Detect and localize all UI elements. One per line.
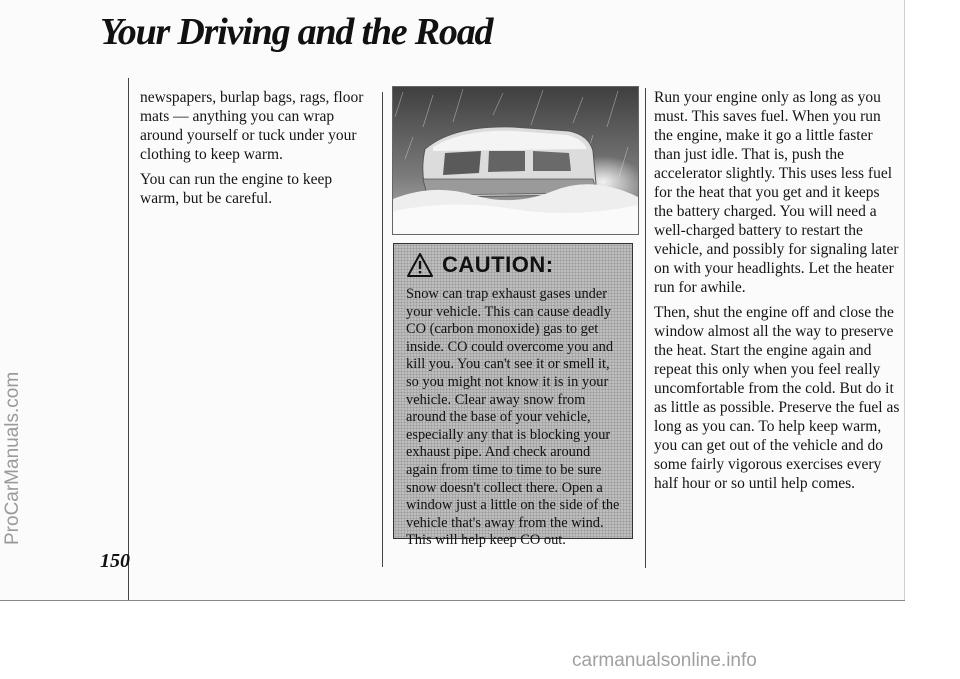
right-paragraph-1: Run your engine only as long as you must. This saves fuel. When you run the engine, make it go a little faster than just idle. That is, push the accelerator slightly. This uses less fuel for the heat that you get and it keeps the battery charged. You will need a well-charged battery to restart the vehicle, and possibly for signaling later on with your headlights. Let the heater run for awhile. bbox=[654, 89, 899, 296]
column-divider-left bbox=[382, 92, 383, 567]
side-watermark-text[interactable]: ProCarManuals.com bbox=[2, 371, 23, 545]
left-paragraph-1: newspapers, burlap bags, rags, floor mats — anything you can wrap around yourself or tuck under your clothing to keep warm. bbox=[140, 89, 364, 163]
caution-heading bbox=[406, 252, 624, 278]
column-divider-right bbox=[645, 88, 646, 568]
right-paragraph-2: Then, shut the engine off and close the window almost all the way to preserve the heat. Start the engine again and repeat this only when you feel really uncomfortable from the cold. But do it as little as possible. Preserve the fuel as long as you can. To help keep warm, you can get out of the vehicle and do some fairly vigorous exercises every half hour or so until help comes. bbox=[654, 304, 900, 492]
caution-title: CAUTION: bbox=[442, 252, 554, 277]
snow-covered-van-illustration bbox=[392, 86, 639, 235]
caution-box bbox=[393, 243, 633, 549]
side-watermark[interactable] bbox=[2, 371, 23, 565]
snow-covered-van-icon bbox=[393, 87, 638, 234]
bottom-watermark[interactable]: carmanualsonline.info bbox=[572, 650, 757, 671]
page-bottom-rule bbox=[0, 600, 905, 601]
left-column bbox=[140, 88, 372, 214]
right-column bbox=[654, 88, 900, 499]
caution-text: Snow can trap exhaust gases under your vehicle. This can cause deadly CO (carbon monoxide) gas to get inside. CO could overcome you and kill you. You can't see it or smell it, so you might not know it is in your vehicle. Clear away snow from around the base of your vehicle, especially any that is blocking your exhaust pipe. And check around again from time to time to be sure snow doesn't collect there. Open a window just a little on the side of the vehicle that's away from the wind. This will help keep CO out. bbox=[406, 286, 620, 549]
warning-triangle-icon bbox=[406, 252, 434, 278]
left-paragraph-2: You can run the engine to keep warm, but be careful. bbox=[140, 171, 333, 207]
page-right-edge bbox=[904, 0, 905, 600]
section-title: Your Driving and the Road bbox=[100, 11, 493, 53]
page-number: 150 bbox=[100, 550, 130, 572]
left-margin-rule bbox=[128, 78, 129, 601]
